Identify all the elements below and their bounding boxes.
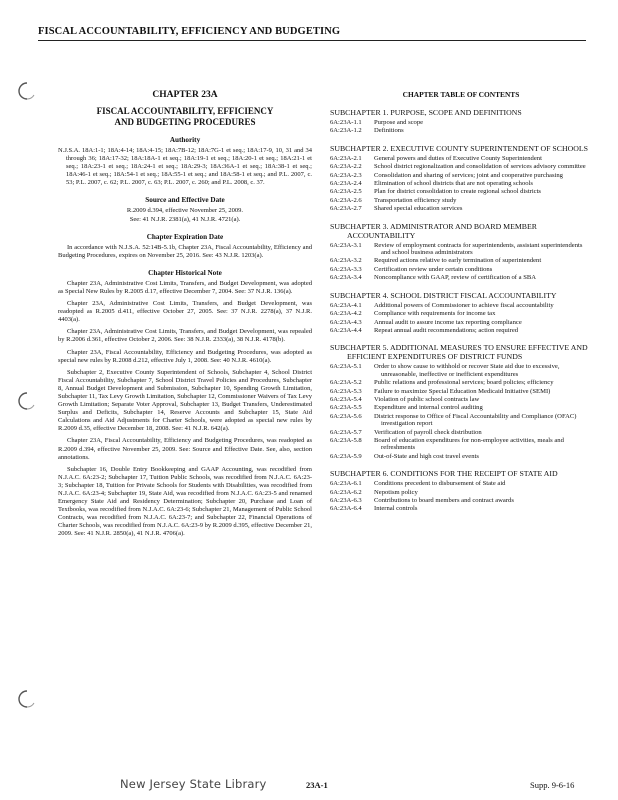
- section-number: 6A:23A-2.1: [330, 154, 362, 162]
- toc-entry: [330, 489, 592, 496]
- section-number: 6A:23A-2.2: [330, 163, 362, 171]
- section-title: Noncompliance with GAAP, review of certification of a SBA: [374, 274, 537, 282]
- section-title: Expenditure and internal control auditing: [374, 404, 483, 412]
- section-number: 6A:23A-4.4: [330, 326, 362, 334]
- section-title: Review of employment contracts for superintendents, assistant superintendents and school business administrators: [374, 241, 583, 257]
- toc-entry: [330, 319, 592, 326]
- subchapter-title: SUBCHAPTER 2. EXECUTIVE COUNTY SUPERINTENDENT OF SCHOOLS: [330, 143, 588, 153]
- toc-entry: [330, 163, 592, 170]
- header-rule: [38, 40, 586, 41]
- historical-paragraph: Chapter 23A, Fiscal Accountability, Efficiency and Budgeting Procedures, was readopted as R.2009 d.394, effective November 25, 2009. See: Source and Effective Date. See, also, section annotations.: [58, 437, 312, 461]
- toc-entry: [330, 480, 592, 487]
- toc-entry: [330, 172, 592, 179]
- historical-note: [58, 280, 312, 539]
- chapter-title-line: FISCAL ACCOUNTABILITY, EFFICIENCY: [96, 106, 274, 116]
- section-title: Order to show cause to withhold or recover State aid due to excessive, unreasonable, ineffective or inefficient expenditures: [374, 363, 560, 378]
- library-watermark: New Jersey State Library: [120, 777, 267, 791]
- toc-entry: [330, 396, 592, 403]
- historical-paragraph: Chapter 23A, Administrative Cost Limits, Transfers, and Budget Development, was adopted as Special New Rules by R.2005 d.17, effective December 7, 2004. See: 37 N.J.R. 136(a).: [58, 279, 312, 295]
- running-head: FISCAL ACCOUNTABILITY, EFFICIENCY AND BUDGETING: [38, 26, 341, 37]
- section-title: Repeat annual audit recommendations; action required: [374, 326, 519, 334]
- section-number: 6A:23A-5.7: [330, 428, 362, 436]
- section-title: Required actions relative to early termination of superintendent: [374, 257, 542, 265]
- subchapter-title: SUBCHAPTER 6. CONDITIONS FOR THE RECEIPT OF STATE AID: [330, 469, 558, 479]
- authority-text: N.J.S.A. 18A:1-1; 18A:4-14; 18A:4-15; 18A:7B-12; 18A:7G-1 et seq.; 18A:17-9, 10, 31 and 34 through 36; 18A:17-32; 18A:18A-1 et seq.; 18A:19-1 et seq.; 18A:20-1 et seq.; 18A:21-1 et seq.; 18A:23-1 et seq.; 18A:24-1 et seq.; 18A:29-3; 18A:36A-1 et seq.; 18A:38-1 et seq.; 18A:46-1 et seq.; 18A:54-1 et seq.; 18A:55-1 et seq.; and 18A:58-1 et seq.; and P.L. 2007, c. 53; P.L. 2007, c. 62; P.L. 2007, c. 63; P.L. 2007, c. 260; and P.L. 2008, c. 37.: [58, 147, 312, 187]
- source-line: R.2009 d.394, effective November 25, 2009.: [126, 207, 244, 215]
- toc-entry: [330, 497, 592, 504]
- toc-entry: [330, 155, 592, 162]
- chapter-title: [58, 106, 312, 127]
- section-title: Failure to maximize Special Education Medicaid Initiative (SEMI): [374, 387, 551, 395]
- toc-entry: [330, 257, 592, 264]
- section-number: 6A:23A-5.6: [330, 412, 362, 420]
- toc-entry: [330, 127, 592, 134]
- section-number: 6A:23A-2.4: [330, 180, 362, 188]
- toc-entry: [330, 413, 592, 428]
- section-title: Purpose and scope: [374, 119, 424, 126]
- toc-entry: [330, 327, 592, 334]
- section-title: Conditions precedent to disbursement of State aid: [374, 480, 506, 488]
- section-title: Additional powers of Commissioner to achieve fiscal accountability: [374, 301, 554, 309]
- toc-entry: [330, 242, 592, 257]
- toc-entry: [330, 363, 592, 378]
- section-title: Contributions to board members and contract awards: [374, 497, 514, 504]
- table-of-contents: [330, 90, 592, 514]
- binder-hole-icon: [18, 690, 36, 708]
- chapter-title-line: AND BUDGETING PROCEDURES: [114, 116, 256, 127]
- section-title: Nepotism policy: [374, 488, 418, 496]
- section-title: Violation of public school contracts law: [374, 395, 480, 403]
- section-number: 6A:23A-5.4: [330, 395, 362, 403]
- section-title: Certification review under certain conditions: [374, 265, 493, 273]
- section-number: 6A:23A-6.2: [330, 488, 362, 496]
- section-number: 6A:23A-3.1: [330, 241, 362, 249]
- toc-list: [330, 108, 592, 513]
- toc-title: CHAPTER TABLE OF CONTENTS: [402, 90, 520, 99]
- historical-paragraph: Chapter 23A, Administrative Cost Limits, Transfers, and Budget Development, was repealed by R.2006 d.361, effective October 2, 2006. See: 38 N.J.R. 2333(a), 38 N.J.R. 4178(b).: [58, 328, 312, 344]
- section-number: 6A:23A-5.5: [330, 404, 362, 412]
- toc-entry: [330, 197, 592, 204]
- section-number: 6A:23A-5.8: [330, 436, 362, 444]
- section-number: 6A:23A-4.2: [330, 310, 362, 318]
- toc-entry: [330, 188, 592, 195]
- section-number: 6A:23A-4.3: [330, 318, 362, 326]
- historical-heading: Chapter Historical Note: [148, 268, 222, 277]
- toc-entry: [330, 310, 592, 317]
- expiration-heading: Chapter Expiration Date: [146, 232, 224, 241]
- toc-entry: [330, 429, 592, 436]
- historical-paragraph: Chapter 23A, Administrative Cost Limits, Transfers, and Budget Development, was readopted as R.2005 d.411, effective October 27, 2005. See: 37 N.J.R. 2278(a), 37 N.J.R. 4403(a).: [58, 300, 312, 324]
- authority-heading: Authority: [169, 136, 201, 144]
- toc-entry: [330, 505, 592, 512]
- toc-entry: [330, 388, 592, 395]
- subchapter-title: SUBCHAPTER 1. PURPOSE, SCOPE AND DEFINITIONS: [330, 108, 522, 117]
- section-title: Internal controls: [374, 505, 418, 513]
- section-number: 6A:23A-2.7: [330, 205, 362, 213]
- toc-entry: [330, 302, 592, 309]
- section-title: Elimination of school districts that are not operating schools: [374, 180, 533, 188]
- section-number: 6A:23A-5.9: [330, 452, 362, 460]
- historical-paragraph: Chapter 23A, Fiscal Accountability, Efficiency and Budgeting Procedures, was adopted as special new rules by R.2008 d.212, effective July 1, 2008. See: 40 N.J.R. 4610(a).: [58, 348, 312, 364]
- section-number: 6A:23A-3.3: [330, 265, 362, 273]
- section-title: District response to Office of Fiscal Accountability and Compliance (OFAC) investigation report: [374, 412, 577, 428]
- toc-entry: [330, 379, 592, 386]
- section-number: 6A:23A-5.3: [330, 387, 362, 395]
- section-title: Out-of-State and high cost travel events: [374, 452, 479, 460]
- left-column: [58, 90, 312, 543]
- toc-entry: [330, 453, 592, 460]
- toc-entry: [330, 119, 592, 126]
- binder-hole-icon: [18, 392, 36, 410]
- source-line: See: 41 N.J.R. 2381(a), 41 N.J.R. 4721(a).: [129, 215, 241, 223]
- section-title: Verification of payroll check distribution: [374, 428, 482, 436]
- chapter-number: CHAPTER 23A: [152, 90, 218, 100]
- toc-entry: [330, 205, 592, 212]
- section-number: 6A:23A-3.2: [330, 257, 362, 265]
- section-number: 6A:23A-2.5: [330, 188, 362, 196]
- section-number: 6A:23A-1.1: [330, 119, 362, 126]
- toc-entry: [330, 266, 592, 273]
- section-number: 6A:23A-5.2: [330, 379, 362, 387]
- section-number: 6A:23A-4.1: [330, 301, 362, 309]
- toc-entry: [330, 437, 592, 452]
- page-number: 23A-1: [306, 780, 328, 790]
- source-heading: Source and Effective Date: [145, 196, 225, 205]
- section-title: Annual audit to assure income tax reporting compliance: [374, 318, 522, 326]
- section-title: Consolidation and sharing of services; joint and cooperative purchasing: [374, 171, 563, 179]
- section-number: 6A:23A-6.3: [330, 497, 362, 504]
- section-number: 6A:23A-2.3: [330, 171, 362, 179]
- section-number: 6A:23A-3.4: [330, 274, 362, 282]
- supplement-date: Supp. 9-6-16: [530, 780, 575, 790]
- section-number: 6A:23A-6.1: [330, 480, 362, 488]
- toc-entry: [330, 180, 592, 187]
- subchapter-title: SUBCHAPTER 5. ADDITIONAL MEASURES TO ENSURE EFFECTIVE AND EFFICIENT EXPENDITURES OF DISTRICT FUNDS: [330, 343, 588, 362]
- section-title: Transportation efficiency study: [374, 196, 457, 204]
- section-title: Public relations and professional services; board policies; efficiency: [374, 379, 554, 387]
- historical-paragraph: Subchapter 2, Executive County Superintendent of Schools, Subchapter 4, School District Fiscal Accountability, Subchapter 7, School District Travel Policies and Procedures, Subchapter 8, Annual Budget Development and Submission, Subchapter 10, Spending Growth Limitation, Subchapter 11, Tax Levy Growth Limitation, Subchapter 12, Commissioner Waivers of Tax Levy Growth Limitation; Separate Voter Approval, Subchapter 13, Budget Transfers, Underestimated Surplus and Deficits, Subchapter 14, Reserve Accounts and Subchapter 15, State Aid Calculations and Aid Adjustments for Charter Schools, were adopted as special new rules by R.2009 d.35, effective December 18, 2008. See: 41 N.J.R. 642(a).: [58, 368, 312, 433]
- section-title: Board of education expenditures for non-employee activities, meals and refreshments: [374, 436, 564, 452]
- section-number: 6A:23A-6.4: [330, 505, 362, 513]
- section-title: General powers and duties of Executive County Superintendent: [374, 154, 542, 162]
- section-title: School district regionalization and consolidation of services advisory committee: [374, 163, 586, 171]
- subchapter-title: SUBCHAPTER 3. ADMINISTRATOR AND BOARD MEMBER ACCOUNTABILITY: [330, 221, 537, 240]
- subchapter-title: SUBCHAPTER 4. SCHOOL DISTRICT FISCAL ACCOUNTABILITY: [330, 290, 557, 300]
- historical-paragraph: Subchapter 16, Double Entry Bookkeeping and GAAP Accounting, was recodified from N.J.A.C. 6A:23-2; Subchapter 17, Tuition Public Schools, was recodified from N.J.A.C. 6A:23-3; Subchapter 18, Tuition for Private Schools for Students with Disabilities, was recodified from N.J.A.C. 6A:23-4; Subchapter 19, State Aid, was recodified from N.J.A.C. 6A:23-5 and renamed Emergency State Aid and Residency Determination; Subchapter 20, Purchase and Loan of Textbooks, was recodified from N.J.A.C. 6A:23-6; Subchapter 21, Management of Public School Contracts, was recodified from N.J.A.C. 6A:23-7; and Subchapter 22, Financial Operations of Charter Schools, was recodified from N.J.A.C. 6A:23-9 by R.2009 d.395, effective December 21, 2009. See: 41 N.J.R. 2850(a), 41 N.J.R. 4706(a).: [58, 465, 312, 538]
- section-title: Definitions: [374, 127, 404, 135]
- toc-entry: [330, 274, 592, 281]
- section-number: 6A:23A-1.2: [330, 127, 362, 135]
- toc-entry: [330, 404, 592, 411]
- binder-hole-icon: [18, 82, 36, 100]
- section-title: Plan for district consolidation to create regional school districts: [374, 188, 542, 196]
- section-title: Compliance with requirements for income tax: [374, 310, 496, 318]
- expiration-text: In accordance with N.J.S.A. 52:14B-5.1b, Chapter 23A, Fiscal Accountability, Efficiency and Budgeting Procedures, expires on November 25, 2016. See: 43 N.J.R. 1203(a).: [58, 243, 312, 259]
- section-title: Shared special education services: [374, 205, 463, 213]
- section-number: 6A:23A-2.6: [330, 196, 362, 204]
- section-number: 6A:23A-5.1: [330, 363, 362, 371]
